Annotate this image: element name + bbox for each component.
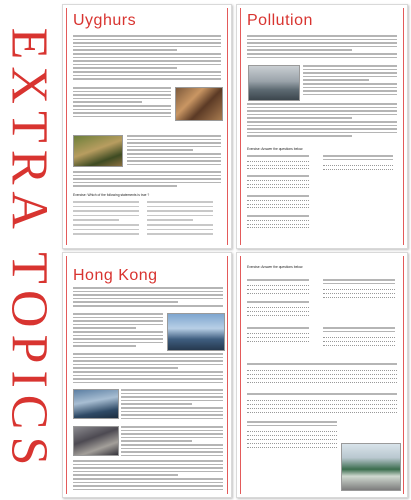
answer-line[interactable] xyxy=(247,341,309,342)
text-line xyxy=(73,467,223,469)
text-line xyxy=(73,320,163,322)
text-line xyxy=(73,317,163,319)
text-line xyxy=(73,94,171,96)
text-line xyxy=(73,39,221,41)
worksheet-hong-kong-questions xyxy=(236,252,408,498)
text-line xyxy=(247,301,309,303)
answer-line[interactable] xyxy=(323,297,395,298)
text-line xyxy=(73,331,163,333)
text-line xyxy=(127,153,221,155)
text-line xyxy=(121,448,223,450)
hong-kong-harbour-photo xyxy=(73,389,119,419)
text-line xyxy=(73,175,221,177)
text-line xyxy=(247,132,397,134)
sheet-border xyxy=(240,256,241,494)
text-line xyxy=(73,109,171,111)
sheet-border xyxy=(66,256,67,494)
text-line xyxy=(73,342,163,344)
pollution-exercise-label: Exercise: Answer the questions below. xyxy=(247,147,304,151)
text-line xyxy=(73,327,136,329)
text-line xyxy=(247,35,397,37)
text-line xyxy=(247,110,397,112)
sheet-border xyxy=(66,8,67,245)
text-line xyxy=(247,46,397,48)
text-line xyxy=(73,46,221,48)
worksheet-uyghurs xyxy=(62,4,232,249)
answer-line[interactable] xyxy=(247,200,309,201)
text-line xyxy=(127,160,221,162)
text-line xyxy=(73,49,177,51)
text-line xyxy=(247,103,397,105)
text-line xyxy=(147,210,213,212)
text-line xyxy=(73,291,223,293)
answer-line[interactable] xyxy=(247,184,309,185)
text-line xyxy=(127,149,193,151)
text-line xyxy=(73,371,223,373)
text-line xyxy=(73,324,163,326)
answer-line[interactable] xyxy=(247,435,337,436)
text-line xyxy=(121,400,223,402)
hong-kong-exercise-label: Exercise: Answer the questions below. xyxy=(247,265,304,269)
text-line xyxy=(73,485,223,487)
text-line xyxy=(247,125,397,127)
text-line xyxy=(303,83,397,85)
text-line xyxy=(73,182,221,184)
text-line xyxy=(247,195,309,197)
text-line xyxy=(127,139,221,141)
side-banner xyxy=(0,0,58,500)
text-line xyxy=(73,171,221,173)
answer-line[interactable] xyxy=(323,293,395,294)
sheet-border xyxy=(227,8,228,245)
text-line xyxy=(247,128,397,130)
sheet-border xyxy=(403,256,404,494)
text-line xyxy=(303,94,397,96)
text-line xyxy=(247,39,397,41)
answer-line[interactable] xyxy=(247,439,337,440)
text-line xyxy=(73,305,223,307)
text-line xyxy=(73,57,221,59)
text-line xyxy=(303,87,397,89)
text-line xyxy=(247,175,309,177)
text-line xyxy=(73,360,223,362)
answer-line[interactable] xyxy=(247,285,309,286)
worksheet-pollution xyxy=(236,4,408,249)
answer-line[interactable] xyxy=(247,224,309,225)
uyghurs-title: Uyghurs xyxy=(73,12,137,29)
text-line xyxy=(323,283,395,285)
answer-line[interactable] xyxy=(247,307,309,308)
text-line xyxy=(73,287,223,289)
text-line xyxy=(121,418,223,420)
text-line xyxy=(73,464,223,466)
text-line xyxy=(303,79,369,81)
text-line xyxy=(303,76,397,78)
text-line xyxy=(121,430,223,432)
text-line xyxy=(73,378,223,380)
text-line xyxy=(73,201,139,203)
answer-line[interactable] xyxy=(323,341,395,342)
answer-line[interactable] xyxy=(247,220,309,221)
text-line xyxy=(247,363,397,365)
text-line xyxy=(73,35,221,37)
answer-line[interactable] xyxy=(247,408,397,409)
text-line xyxy=(247,215,309,217)
text-line xyxy=(247,107,397,109)
answer-line[interactable] xyxy=(247,378,397,379)
text-line xyxy=(121,444,223,446)
text-line xyxy=(147,224,213,226)
text-line xyxy=(73,112,171,114)
text-line xyxy=(247,393,397,395)
text-line xyxy=(303,72,397,74)
text-line xyxy=(247,155,309,157)
answer-line[interactable] xyxy=(247,165,309,166)
text-line xyxy=(73,375,223,377)
answer-line[interactable] xyxy=(323,169,393,170)
text-line xyxy=(127,142,221,144)
text-line xyxy=(73,357,223,359)
text-line xyxy=(73,71,221,73)
text-line xyxy=(323,279,395,281)
text-line xyxy=(73,298,223,300)
text-line xyxy=(73,471,223,473)
text-line xyxy=(147,233,213,235)
text-line xyxy=(121,433,223,435)
text-line xyxy=(303,90,397,92)
answer-line[interactable] xyxy=(247,370,397,371)
city-smog-photo xyxy=(248,65,300,101)
text-line xyxy=(147,206,213,208)
answer-line[interactable] xyxy=(247,293,309,294)
text-line xyxy=(73,64,221,66)
text-line xyxy=(121,426,223,428)
text-line xyxy=(121,411,223,413)
text-line xyxy=(323,159,393,161)
text-line xyxy=(147,229,213,231)
text-line xyxy=(73,382,223,384)
text-line xyxy=(73,474,178,476)
answer-line[interactable] xyxy=(323,165,393,166)
text-line xyxy=(73,489,223,491)
answer-line[interactable] xyxy=(247,374,397,375)
answer-line[interactable] xyxy=(247,404,397,405)
answer-line[interactable] xyxy=(247,207,309,208)
answer-line[interactable] xyxy=(247,161,309,162)
text-line xyxy=(247,53,397,55)
text-line xyxy=(247,279,309,281)
text-line xyxy=(73,335,163,337)
text-line xyxy=(73,229,139,231)
answer-line[interactable] xyxy=(247,311,309,312)
text-line xyxy=(323,327,395,329)
text-line xyxy=(121,396,223,398)
text-line xyxy=(73,478,223,480)
text-line xyxy=(73,101,142,103)
text-line xyxy=(73,87,171,89)
text-line xyxy=(73,482,223,484)
answer-line[interactable] xyxy=(247,400,397,401)
text-line xyxy=(73,78,221,80)
answer-line[interactable] xyxy=(247,382,397,383)
text-line xyxy=(73,364,223,366)
text-line xyxy=(247,121,397,123)
answer-line[interactable] xyxy=(247,180,309,181)
text-line xyxy=(121,440,192,442)
text-line xyxy=(247,117,352,119)
text-line xyxy=(73,367,178,369)
text-line xyxy=(323,331,395,333)
hong-kong-tram-photo xyxy=(341,443,401,491)
text-line xyxy=(73,301,178,303)
answer-line[interactable] xyxy=(323,337,395,338)
text-line xyxy=(73,233,139,235)
text-line xyxy=(73,178,221,180)
text-line xyxy=(73,294,223,296)
text-line xyxy=(247,421,337,423)
text-line xyxy=(121,407,223,409)
text-line xyxy=(147,219,193,221)
text-line xyxy=(127,146,221,148)
sheet-border xyxy=(240,8,241,245)
uyghurs-exercise-label: Exercise: Which of the following statements is true ? xyxy=(73,193,150,197)
text-line xyxy=(247,425,337,427)
text-line xyxy=(127,164,221,166)
text-line xyxy=(73,224,139,226)
text-line xyxy=(247,57,397,59)
text-line xyxy=(121,389,223,391)
text-line xyxy=(303,65,397,67)
answer-line[interactable] xyxy=(247,315,309,316)
sheet-border xyxy=(227,256,228,494)
text-line xyxy=(121,414,223,416)
sheet-border xyxy=(403,8,404,245)
hong-kong-skyline-photo xyxy=(167,313,225,351)
text-line xyxy=(147,215,213,217)
hong-kong-crowd-photo xyxy=(73,426,119,456)
text-line xyxy=(121,393,223,395)
text-line xyxy=(73,53,221,55)
answer-line[interactable] xyxy=(247,289,309,290)
side-title: EXTRA TOPICS xyxy=(0,27,58,473)
text-line xyxy=(73,98,171,100)
answer-line[interactable] xyxy=(247,168,309,169)
text-line xyxy=(73,185,177,187)
text-line xyxy=(121,437,223,439)
worksheet-hong-kong xyxy=(62,252,232,498)
answer-line[interactable] xyxy=(247,447,337,448)
text-line xyxy=(127,157,221,159)
text-line xyxy=(73,206,139,208)
text-line xyxy=(73,353,223,355)
answer-line[interactable] xyxy=(323,289,395,290)
hong-kong-title: Hong Kong xyxy=(73,267,158,284)
uyghur-street-photo xyxy=(73,135,123,167)
answer-line[interactable] xyxy=(247,337,309,338)
text-line xyxy=(121,455,223,457)
text-line xyxy=(121,451,223,453)
text-line xyxy=(73,105,171,107)
text-line xyxy=(73,116,171,118)
text-line xyxy=(73,215,139,217)
answer-line[interactable] xyxy=(247,333,309,334)
text-line xyxy=(247,42,397,44)
answer-line[interactable] xyxy=(247,204,309,205)
text-line xyxy=(73,91,171,93)
text-line xyxy=(323,155,393,157)
text-line xyxy=(73,75,221,77)
text-line xyxy=(73,67,177,69)
uyghur-people-photo xyxy=(175,87,223,121)
text-line xyxy=(121,403,192,405)
text-line xyxy=(247,327,309,329)
text-line xyxy=(73,42,221,44)
text-line xyxy=(73,460,223,462)
text-line xyxy=(247,49,352,51)
text-line xyxy=(303,69,397,71)
answer-line[interactable] xyxy=(247,443,337,444)
text-line xyxy=(247,135,352,137)
text-line xyxy=(73,345,136,347)
pollution-title: Pollution xyxy=(247,12,313,29)
text-line xyxy=(73,60,221,62)
text-line xyxy=(247,114,397,116)
answer-line[interactable] xyxy=(247,187,309,188)
answer-line[interactable] xyxy=(323,345,395,346)
text-line xyxy=(73,338,163,340)
text-line xyxy=(127,135,221,137)
answer-line[interactable] xyxy=(247,431,337,432)
text-line xyxy=(73,219,119,221)
text-line xyxy=(73,313,163,315)
text-line xyxy=(73,210,139,212)
answer-line[interactable] xyxy=(247,227,309,228)
answer-line[interactable] xyxy=(247,412,397,413)
text-line xyxy=(147,201,213,203)
